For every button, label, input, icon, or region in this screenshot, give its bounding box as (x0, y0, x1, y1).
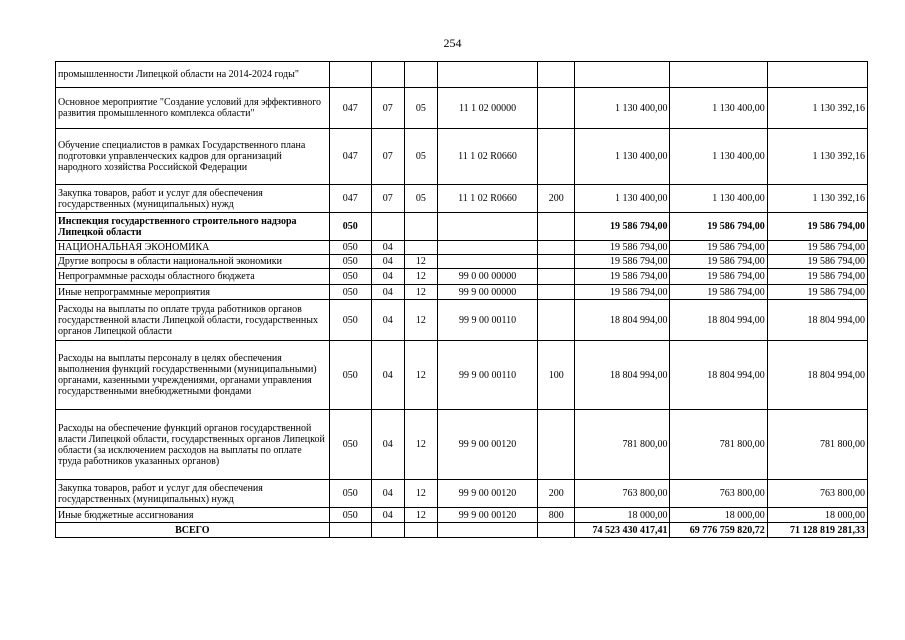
row-sum-1: 1 130 400,00 (575, 185, 670, 213)
row-section: 07 (371, 129, 404, 185)
row-subsection (404, 213, 437, 241)
row-expense-type: 100 (538, 341, 575, 410)
row-ved-code: 050 (329, 508, 371, 523)
table-row (56, 62, 868, 88)
row-target-article: 11 1 02 00000 (437, 88, 537, 129)
row-expense-type: 200 (538, 480, 575, 508)
table-row (56, 341, 868, 410)
page-number: 254 (443, 36, 462, 50)
row-name: Расходы на выплаты персоналу в целях обеспечения выполнения функций государственными (муниципальными) органами, казенными учреждениями, органами управления государственными внебюджетными фондами (56, 341, 330, 410)
table-row (56, 300, 868, 341)
row-name: промышленности Липецкой области на 2014-2024 годы" (56, 62, 330, 88)
row-target-article (437, 62, 537, 88)
row-section: 07 (371, 88, 404, 129)
table-row (56, 508, 868, 523)
row-ved-code: 050 (329, 341, 371, 410)
row-subsection: 12 (404, 300, 437, 341)
row-sum-1: 18 804 994,00 (575, 300, 670, 341)
row-sum-3: 19 586 794,00 (767, 213, 867, 241)
table-row (56, 410, 868, 480)
row-sum-1: 18 804 994,00 (575, 341, 670, 410)
table-row (56, 88, 868, 129)
row-section: 04 (371, 480, 404, 508)
row-sum-3: 1 130 392,16 (767, 185, 867, 213)
row-name: Основное мероприятие "Создание условий для эффективного развития промышленного комплекса области" (56, 88, 330, 129)
row-section: 04 (371, 255, 404, 269)
row-section: 07 (371, 185, 404, 213)
row-subsection: 12 (404, 285, 437, 300)
row-target-article (437, 213, 537, 241)
row-sum-2: 19 586 794,00 (670, 241, 767, 255)
row-sum-3: 19 586 794,00 (767, 269, 867, 285)
row-target-article: 99 9 00 00000 (437, 285, 537, 300)
total-sum-3: 71 128 819 281,33 (767, 523, 867, 538)
row-section: 04 (371, 410, 404, 480)
row-section: 04 (371, 300, 404, 341)
row-section: 04 (371, 508, 404, 523)
row-sum-2: 19 586 794,00 (670, 285, 767, 300)
total-sum-2: 69 776 759 820,72 (670, 523, 767, 538)
row-sum-1: 781 800,00 (575, 410, 670, 480)
table-row (56, 241, 868, 255)
row-expense-type: 200 (538, 185, 575, 213)
total-row (56, 523, 868, 538)
row-subsection (404, 62, 437, 88)
row-sum-3: 18 000,00 (767, 508, 867, 523)
row-subsection: 12 (404, 410, 437, 480)
row-sum-1: 19 586 794,00 (575, 255, 670, 269)
row-expense-type (538, 62, 575, 88)
row-sum-3: 18 804 994,00 (767, 341, 867, 410)
row-sum-3: 1 130 392,16 (767, 129, 867, 185)
row-sum-2: 18 000,00 (670, 508, 767, 523)
total-empty-cell (404, 523, 437, 538)
row-subsection: 12 (404, 269, 437, 285)
table-row (56, 285, 868, 300)
total-empty-cell (437, 523, 537, 538)
row-section: 04 (371, 341, 404, 410)
row-ved-code: 050 (329, 269, 371, 285)
row-section: 04 (371, 285, 404, 300)
table-row (56, 480, 868, 508)
row-target-article: 99 0 00 00000 (437, 269, 537, 285)
row-section (371, 213, 404, 241)
row-sum-2: 19 586 794,00 (670, 269, 767, 285)
row-ved-code: 047 (329, 185, 371, 213)
row-name: Расходы на выплаты по оплате труда работников органов государственной власти Липецкой области, государственных органов Липецкой области (56, 300, 330, 341)
row-expense-type (538, 213, 575, 241)
row-expense-type (538, 88, 575, 129)
row-expense-type (538, 269, 575, 285)
row-target-article: 99 9 00 00110 (437, 341, 537, 410)
row-sum-1: 763 800,00 (575, 480, 670, 508)
total-empty-cell (329, 523, 371, 538)
row-subsection: 12 (404, 508, 437, 523)
row-subsection (404, 241, 437, 255)
row-expense-type: 800 (538, 508, 575, 523)
row-sum-3: 18 804 994,00 (767, 300, 867, 341)
row-ved-code: 050 (329, 213, 371, 241)
row-target-article: 99 9 00 00120 (437, 410, 537, 480)
row-ved-code: 050 (329, 241, 371, 255)
row-sum-3: 19 586 794,00 (767, 255, 867, 269)
row-subsection: 12 (404, 255, 437, 269)
row-ved-code: 050 (329, 300, 371, 341)
row-section (371, 62, 404, 88)
row-ved-code: 047 (329, 129, 371, 185)
row-expense-type (538, 300, 575, 341)
row-sum-1: 1 130 400,00 (575, 129, 670, 185)
budget-table (55, 61, 868, 538)
row-sum-1: 19 586 794,00 (575, 269, 670, 285)
row-sum-2: 781 800,00 (670, 410, 767, 480)
row-target-article (437, 255, 537, 269)
row-sum-1: 19 586 794,00 (575, 213, 670, 241)
total-sum-1: 74 523 430 417,41 (575, 523, 670, 538)
row-sum-1 (575, 62, 670, 88)
row-expense-type (538, 410, 575, 480)
row-name: Непрограммные расходы областного бюджета (56, 269, 330, 285)
row-sum-2: 19 586 794,00 (670, 213, 767, 241)
row-sum-2: 763 800,00 (670, 480, 767, 508)
table-row (56, 255, 868, 269)
row-target-article: 11 1 02 R0660 (437, 129, 537, 185)
row-name: Иные непрограммные мероприятия (56, 285, 330, 300)
row-ved-code: 050 (329, 285, 371, 300)
row-expense-type (538, 129, 575, 185)
row-sum-3: 19 586 794,00 (767, 285, 867, 300)
row-section: 04 (371, 241, 404, 255)
row-name: Другие вопросы в области национальной экономики (56, 255, 330, 269)
row-sum-2 (670, 62, 767, 88)
row-name: Инспекция государственного строительного надзора Липецкой области (56, 213, 330, 241)
total-label: ВСЕГО (56, 523, 330, 538)
row-ved-code: 050 (329, 480, 371, 508)
row-target-article: 99 9 00 00120 (437, 480, 537, 508)
row-sum-3: 763 800,00 (767, 480, 867, 508)
row-subsection: 05 (404, 185, 437, 213)
row-name: Закупка товаров, работ и услуг для обеспечения государственных (муниципальных) нужд (56, 480, 330, 508)
row-name: Расходы на обеспечение функций органов государственной власти Липецкой области, государственных органов Липецкой области (за исключением расходов на выплаты по оплате труда работников указанных органов) (56, 410, 330, 480)
row-ved-code: 050 (329, 255, 371, 269)
row-sum-2: 18 804 994,00 (670, 341, 767, 410)
row-sum-2: 1 130 400,00 (670, 129, 767, 185)
row-sum-3: 19 586 794,00 (767, 241, 867, 255)
row-sum-2: 1 130 400,00 (670, 185, 767, 213)
row-expense-type (538, 255, 575, 269)
row-sum-1: 19 586 794,00 (575, 285, 670, 300)
row-expense-type (538, 241, 575, 255)
row-sum-2: 19 586 794,00 (670, 255, 767, 269)
row-sum-1: 18 000,00 (575, 508, 670, 523)
row-target-article: 99 9 00 00110 (437, 300, 537, 341)
row-name: НАЦИОНАЛЬНАЯ ЭКОНОМИКА (56, 241, 330, 255)
row-name: Закупка товаров, работ и услуг для обеспечения государственных (муниципальных) нужд (56, 185, 330, 213)
row-ved-code: 047 (329, 88, 371, 129)
row-target-article: 99 9 00 00120 (437, 508, 537, 523)
row-sum-2: 1 130 400,00 (670, 88, 767, 129)
table-row (56, 129, 868, 185)
row-ved-code: 050 (329, 410, 371, 480)
row-subsection: 05 (404, 88, 437, 129)
total-empty-cell (371, 523, 404, 538)
row-target-article (437, 241, 537, 255)
row-name: Обучение специалистов в рамках Государственного плана подготовки управленческих кадров для организаций народного хозяйства Российской Федерации (56, 129, 330, 185)
row-expense-type (538, 285, 575, 300)
row-subsection: 12 (404, 480, 437, 508)
table-row (56, 185, 868, 213)
row-sum-2: 18 804 994,00 (670, 300, 767, 341)
total-empty-cell (538, 523, 575, 538)
row-sum-3 (767, 62, 867, 88)
row-target-article: 11 1 02 R0660 (437, 185, 537, 213)
row-subsection: 05 (404, 129, 437, 185)
row-sum-1: 1 130 400,00 (575, 88, 670, 129)
row-sum-1: 19 586 794,00 (575, 241, 670, 255)
row-subsection: 12 (404, 341, 437, 410)
row-section: 04 (371, 269, 404, 285)
row-sum-3: 781 800,00 (767, 410, 867, 480)
row-ved-code (329, 62, 371, 88)
table-row (56, 269, 868, 285)
row-name: Иные бюджетные ассигнования (56, 508, 330, 523)
table-row (56, 213, 868, 241)
row-sum-3: 1 130 392,16 (767, 88, 867, 129)
